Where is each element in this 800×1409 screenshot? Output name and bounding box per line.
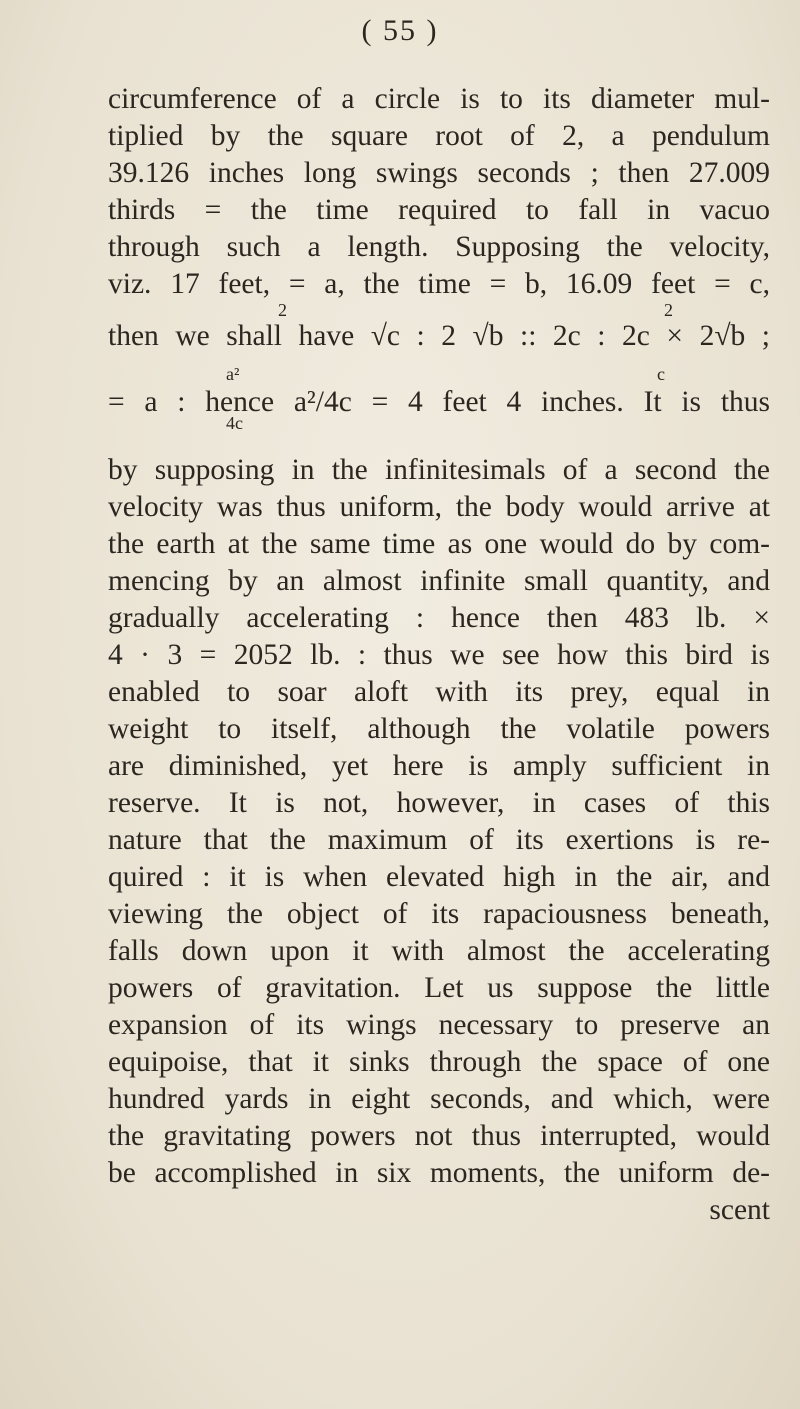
- text-line: powers of gravitation. Let us suppose the little: [108, 972, 770, 1004]
- text-line: gradually accelerating : hence then 483 lb. ×: [108, 602, 770, 634]
- page-number: ( 55 ): [361, 14, 439, 47]
- text-line: expansion of its wings necessary to preserve an: [108, 1009, 770, 1041]
- text-line: mencing by an almost infinite small quantity, and: [108, 565, 770, 597]
- text-line: 4 · 3 = 2052 lb. : thus we see how this bird is: [108, 639, 770, 671]
- text-line: enabled to soar aloft with its prey, equal in: [108, 676, 770, 708]
- text-line: hundred yards in eight seconds, and which, were: [108, 1083, 770, 1115]
- text-line: viewing the object of its rapaciousness beneath,: [108, 898, 770, 930]
- formula-line: then we shall have √c : 2 √b :: 2c : 2c × 2√b ;: [108, 320, 770, 352]
- formula-line: = a : hence a²/4c = 4 feet 4 inches. It is thus: [108, 386, 770, 418]
- text-line: are diminished, yet here is amply sufficient in: [108, 750, 770, 782]
- text-line: equipoise, that it sinks through the space of one: [108, 1046, 770, 1078]
- catchword: scent: [709, 1194, 770, 1226]
- text-line: tiplied by the square root of 2, a pendulum: [108, 120, 770, 152]
- fraction-c: c: [657, 364, 665, 384]
- fraction-denominator: 4c: [226, 413, 243, 433]
- text-line: 39.126 inches long swings seconds ; then 27.009: [108, 157, 770, 189]
- superscript: 2: [664, 300, 673, 320]
- text-line: circumference of a circle is to its diameter mul-: [108, 83, 770, 115]
- text-line: weight to itself, although the volatile powers: [108, 713, 770, 745]
- text-line: by supposing in the infinitesimals of a second the: [108, 454, 770, 486]
- text-line: thirds = the time required to fall in vacuo: [108, 194, 770, 226]
- fraction-numerator: a²: [226, 364, 240, 384]
- superscript: 2: [278, 300, 287, 320]
- text-line: velocity was thus uniform, the body would arrive at: [108, 491, 770, 523]
- text-line: through such a length. Supposing the velocity,: [108, 231, 770, 263]
- text-line: falls down upon it with almost the accelerating: [108, 935, 770, 967]
- text-line: quired : it is when elevated high in the air, and: [108, 861, 770, 893]
- text-line: the earth at the same time as one would do by com-: [108, 528, 770, 560]
- text-line: reserve. It is not, however, in cases of this: [108, 787, 770, 819]
- text-line: the gravitating powers not thus interrupted, would: [108, 1120, 770, 1152]
- text-line: be accomplished in six moments, the uniform de-: [108, 1157, 770, 1189]
- text-line: viz. 17 feet, = a, the time = b, 16.09 feet = c,: [108, 268, 770, 300]
- text-line: nature that the maximum of its exertions is re-: [108, 824, 770, 856]
